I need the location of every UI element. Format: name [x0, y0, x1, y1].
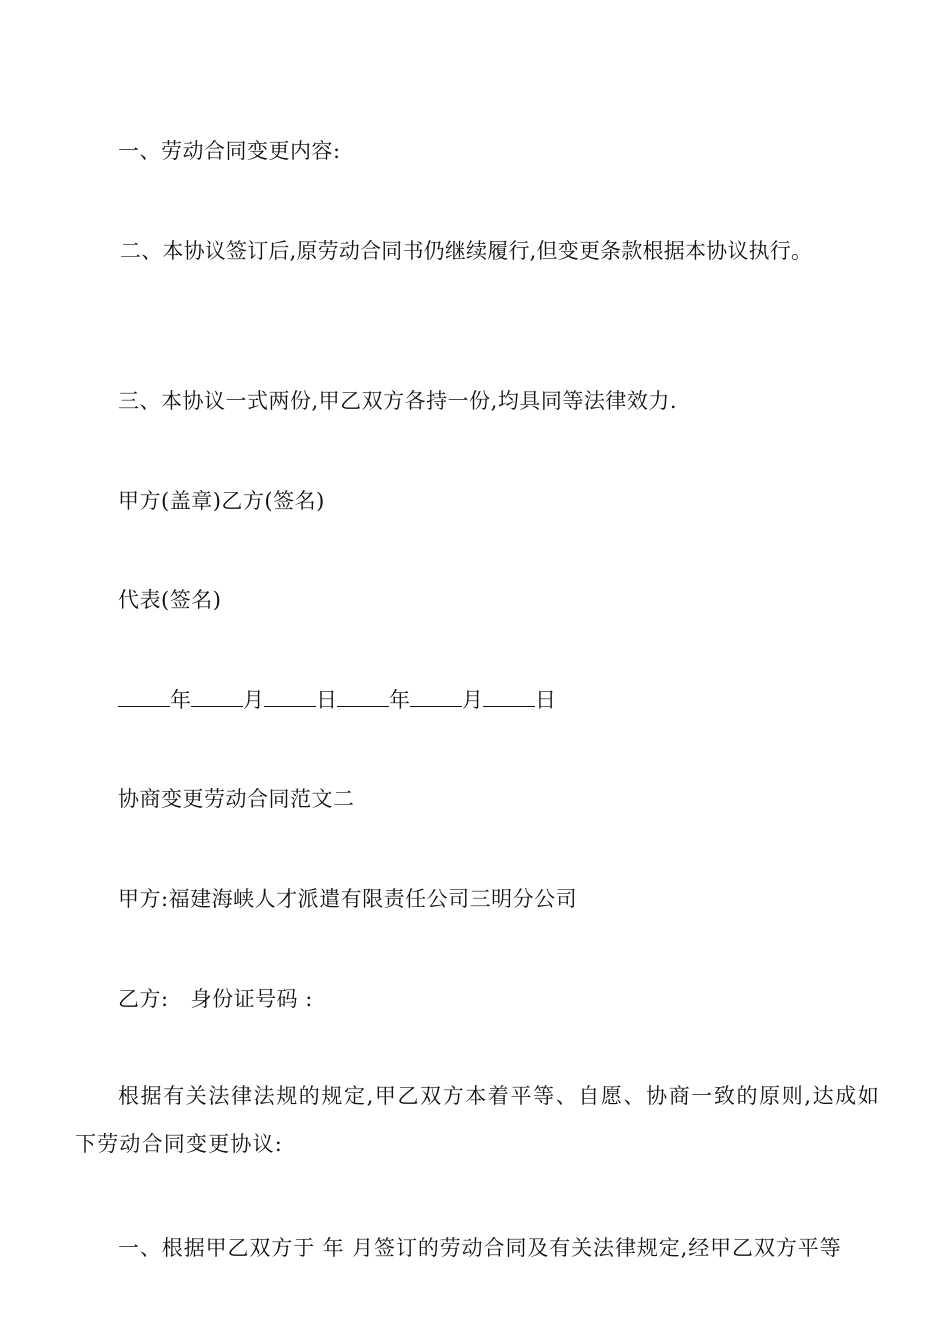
year-label: 年	[389, 688, 410, 712]
blank-line	[337, 688, 389, 707]
date-line	[118, 685, 556, 715]
clause-3: 三、本协议一式两份,甲乙双方各持一份,均具同等法律效力.	[118, 389, 678, 413]
month-label: 月	[243, 688, 264, 712]
year-label: 年	[170, 688, 191, 712]
blank-line	[118, 688, 170, 707]
day-label: 日	[535, 688, 556, 712]
clause-1-heading: 一、劳动合同变更内容:	[118, 139, 341, 163]
month-label: 月	[462, 688, 483, 712]
party-b	[118, 984, 313, 1014]
party-b-label: 乙方:	[118, 987, 169, 1011]
representative-signature: 代表(签名)	[118, 588, 222, 612]
blank-line	[191, 688, 243, 707]
blank-line	[483, 688, 535, 707]
clause-1-continued: 一、根据甲乙双方于 年 月签订的劳动合同及有关法律规定,经甲乙双方平等	[118, 1236, 842, 1260]
party-a: 甲方:福建海峡人才派遣有限责任公司三明分公司	[118, 887, 578, 911]
id-number-label: 身份证号码 :	[190, 987, 313, 1011]
sample-two-title: 协商变更劳动合同范文二	[118, 787, 355, 811]
day-label: 日	[316, 688, 337, 712]
preamble: 根据有关法律法规的规定,甲乙双方本着平等、自愿、协商一致的原则,达成如下劳动合同变更协议:	[75, 1084, 880, 1156]
signature-parties: 甲方(盖章)乙方(签名)	[118, 489, 325, 513]
blank-line	[410, 688, 462, 707]
clause-2: 二、本协议签订后,原劳动合同书仍继续履行,但变更条款根据本协议执行。	[120, 239, 813, 263]
blank-line	[264, 688, 316, 707]
